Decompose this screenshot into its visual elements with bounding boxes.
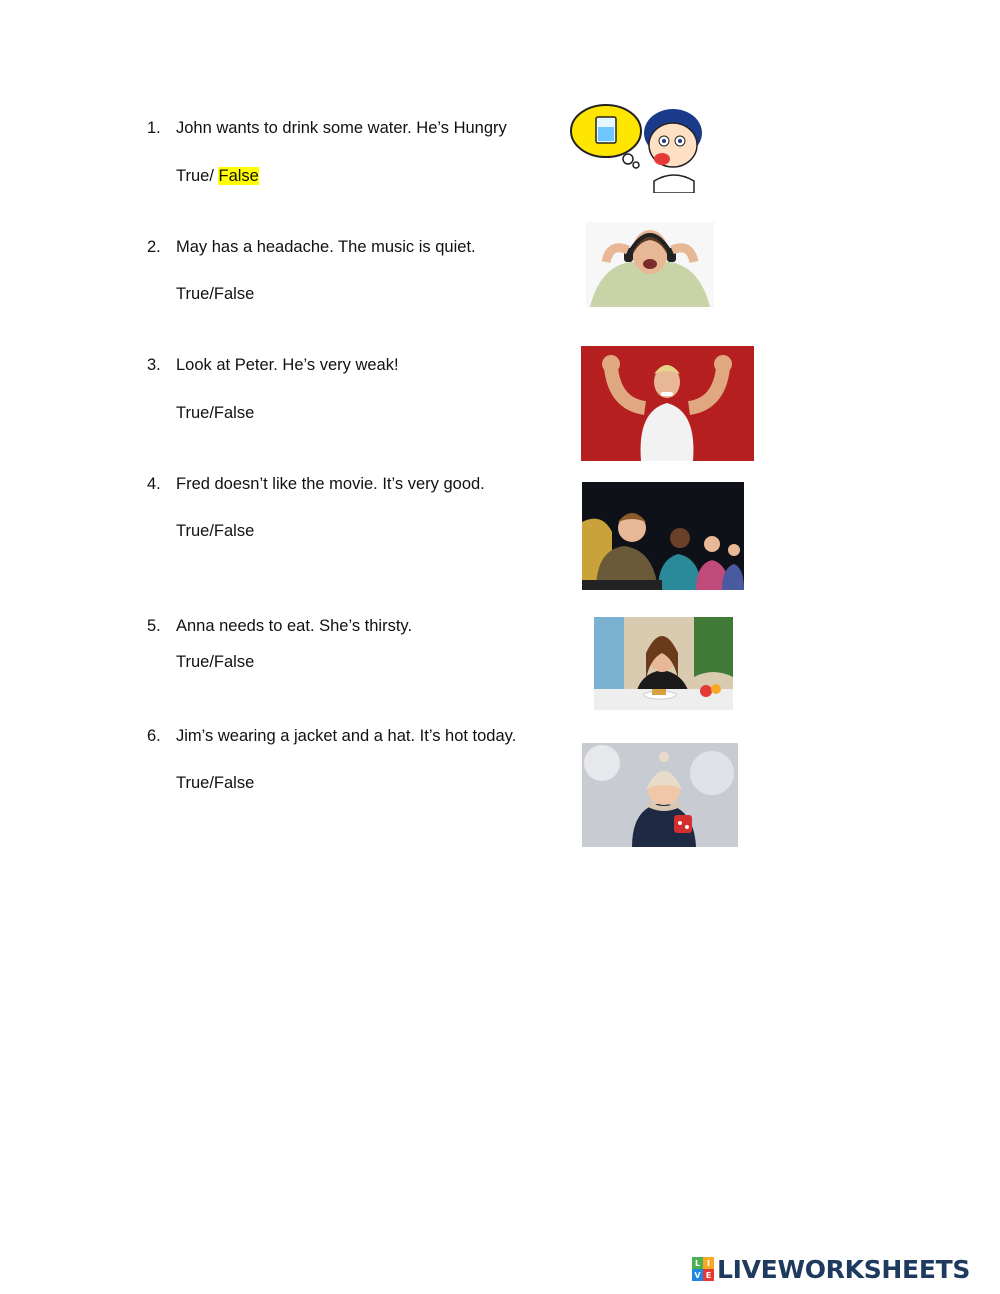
liveworksheets-logo-mark	[692, 1257, 714, 1281]
item-3-sentence: Look at Peter. He’s very weak!	[176, 356, 399, 374]
logo-letter-v: V	[692, 1269, 703, 1281]
liveworksheets-logo-text: LIVEWORKSHEETS	[717, 1254, 971, 1284]
item-1-number: 1.	[147, 119, 161, 137]
item-1-false-option[interactable]: False	[218, 167, 259, 185]
strong-man-image	[581, 346, 754, 461]
item-1-sentence: John wants to drink some water. He’s Hungry	[176, 119, 507, 137]
item-5-sentence: Anna needs to eat. She’s thirsty.	[176, 617, 413, 635]
woman-headphones-image	[586, 222, 714, 307]
liveworksheets-logo	[692, 1254, 970, 1284]
item-6-sentence: Jim’s wearing a jacket and a hat. It’s hot today.	[176, 727, 517, 745]
logo-letter-e: E	[703, 1269, 714, 1281]
item-4-answer	[176, 522, 254, 541]
logo-letter-i: I	[703, 1257, 714, 1269]
item-2-answer	[176, 285, 254, 304]
item-5-answer	[176, 653, 254, 672]
item-1-true-option[interactable]: True/	[176, 167, 219, 185]
item-3-answer	[176, 404, 254, 423]
item-6-number: 6.	[147, 727, 161, 745]
item-2-true-option[interactable]: True/	[176, 285, 214, 303]
item-5-true-option[interactable]: True/	[176, 653, 214, 671]
item-5-number: 5.	[147, 617, 161, 635]
child-winter-image	[582, 743, 738, 847]
item-4-number: 4.	[147, 475, 161, 493]
item-5-false-option[interactable]: False	[213, 653, 255, 671]
logo-letter-l: L	[692, 1257, 703, 1269]
thirsty-boy-image	[570, 103, 706, 193]
item-1-answer	[176, 167, 259, 186]
girl-eating-image	[594, 617, 733, 710]
item-3-true-option[interactable]: True/	[176, 404, 214, 422]
item-6-true-option[interactable]: True/	[176, 774, 214, 792]
item-4-true-option[interactable]: True/	[176, 522, 214, 540]
item-2-false-option[interactable]: False	[213, 285, 255, 303]
item-2-number: 2.	[147, 238, 161, 256]
item-4-sentence: Fred doesn’t like the movie. It’s very good.	[176, 475, 485, 493]
item-6-answer	[176, 774, 254, 793]
item-2-sentence: May has a headache. The music is quiet.	[176, 238, 476, 256]
item-3-false-option[interactable]: False	[213, 404, 255, 422]
item-6-false-option[interactable]: False	[213, 774, 255, 792]
kids-cinema-image	[582, 482, 744, 590]
item-4-false-option[interactable]: False	[213, 522, 255, 540]
item-3-number: 3.	[147, 356, 161, 374]
